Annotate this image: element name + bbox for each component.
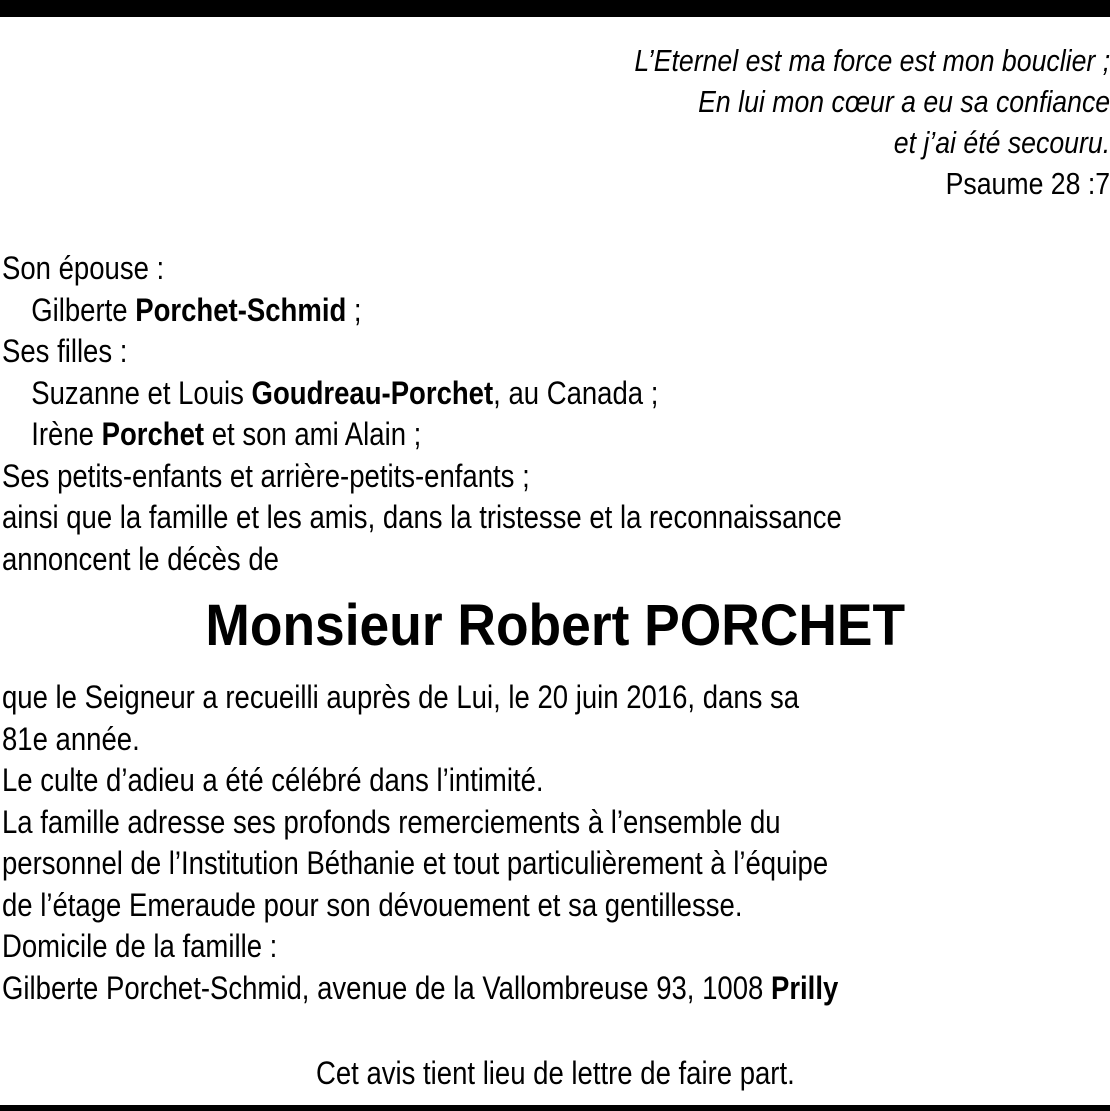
- verse-line-2: En lui mon cœur a eu sa confiance: [698, 84, 1110, 119]
- verse-line-1: L’Eternel est ma force est mon bouclier ;: [634, 43, 1110, 78]
- details-line-1: que le Seigneur a recueilli auprès de Lui, le 20 juin 2016, dans sa: [2, 679, 800, 715]
- verse-line-3: et j’ai été secouru.: [893, 125, 1110, 160]
- spouse-line: [2, 290, 842, 332]
- verse-reference: Psaume 28 :7: [945, 166, 1110, 201]
- announce-line: annoncent le décès de: [2, 540, 279, 577]
- daughter-2-last: Porchet: [101, 416, 205, 452]
- deceased-name: [0, 590, 1110, 662]
- address-line: [2, 968, 838, 1010]
- footer-note: [0, 1053, 1110, 1093]
- daughter-2-end: et son ami Alain ;: [204, 416, 422, 452]
- deceased-name-text: Monsieur Robert PORCHET: [205, 593, 905, 658]
- daughters-label: Ses filles :: [2, 333, 128, 369]
- details-line-4: La famille adresse ses profonds remerciements à l’ensemble du: [2, 803, 781, 840]
- daughter-2-first: Irène: [31, 416, 102, 452]
- daughter-2-line: [2, 414, 842, 456]
- notice-details: [2, 677, 838, 1009]
- footer-note-text: Cet avis tient lieu de lettre de faire part.: [315, 1055, 795, 1091]
- address-city: Prilly: [770, 969, 839, 1006]
- daughter-1-first: Suzanne et Louis: [31, 374, 252, 411]
- family-list: [2, 248, 842, 580]
- verse-quote: [634, 40, 1110, 204]
- spouse-first: Gilberte: [31, 291, 136, 328]
- details-line-6: de l’étage Emeraude pour son dévouement et sa gentillesse.: [2, 886, 743, 923]
- address-text: Gilberte Porchet-Schmid, avenue de la Vallombreuse 93, 1008: [2, 969, 771, 1006]
- top-rule: [0, 0, 1110, 17]
- details-line-2: 81e année.: [2, 720, 140, 757]
- grandchildren-line: Ses petits-enfants et arrière-petits-enfants ;: [2, 457, 530, 494]
- details-line-3: Le culte d’adieu a été célébré dans l’intimité.: [2, 762, 544, 798]
- daughter-1-line: [2, 373, 842, 415]
- domicile-label: Domicile de la famille :: [2, 928, 278, 964]
- details-line-5: personnel de l’Institution Béthanie et tout particulièrement à l’équipe: [2, 845, 829, 881]
- daughter-1-end: , au Canada ;: [493, 374, 659, 411]
- daughter-1-last: Goudreau-Porchet: [251, 374, 494, 411]
- family-friends-line: ainsi que la famille et les amis, dans la tristesse et la reconnaissance: [2, 499, 842, 535]
- spouse-label: Son épouse :: [2, 250, 165, 286]
- bottom-rule: [0, 1105, 1110, 1111]
- spouse-end: ;: [346, 291, 362, 328]
- spouse-last: Porchet-Schmid: [135, 291, 347, 328]
